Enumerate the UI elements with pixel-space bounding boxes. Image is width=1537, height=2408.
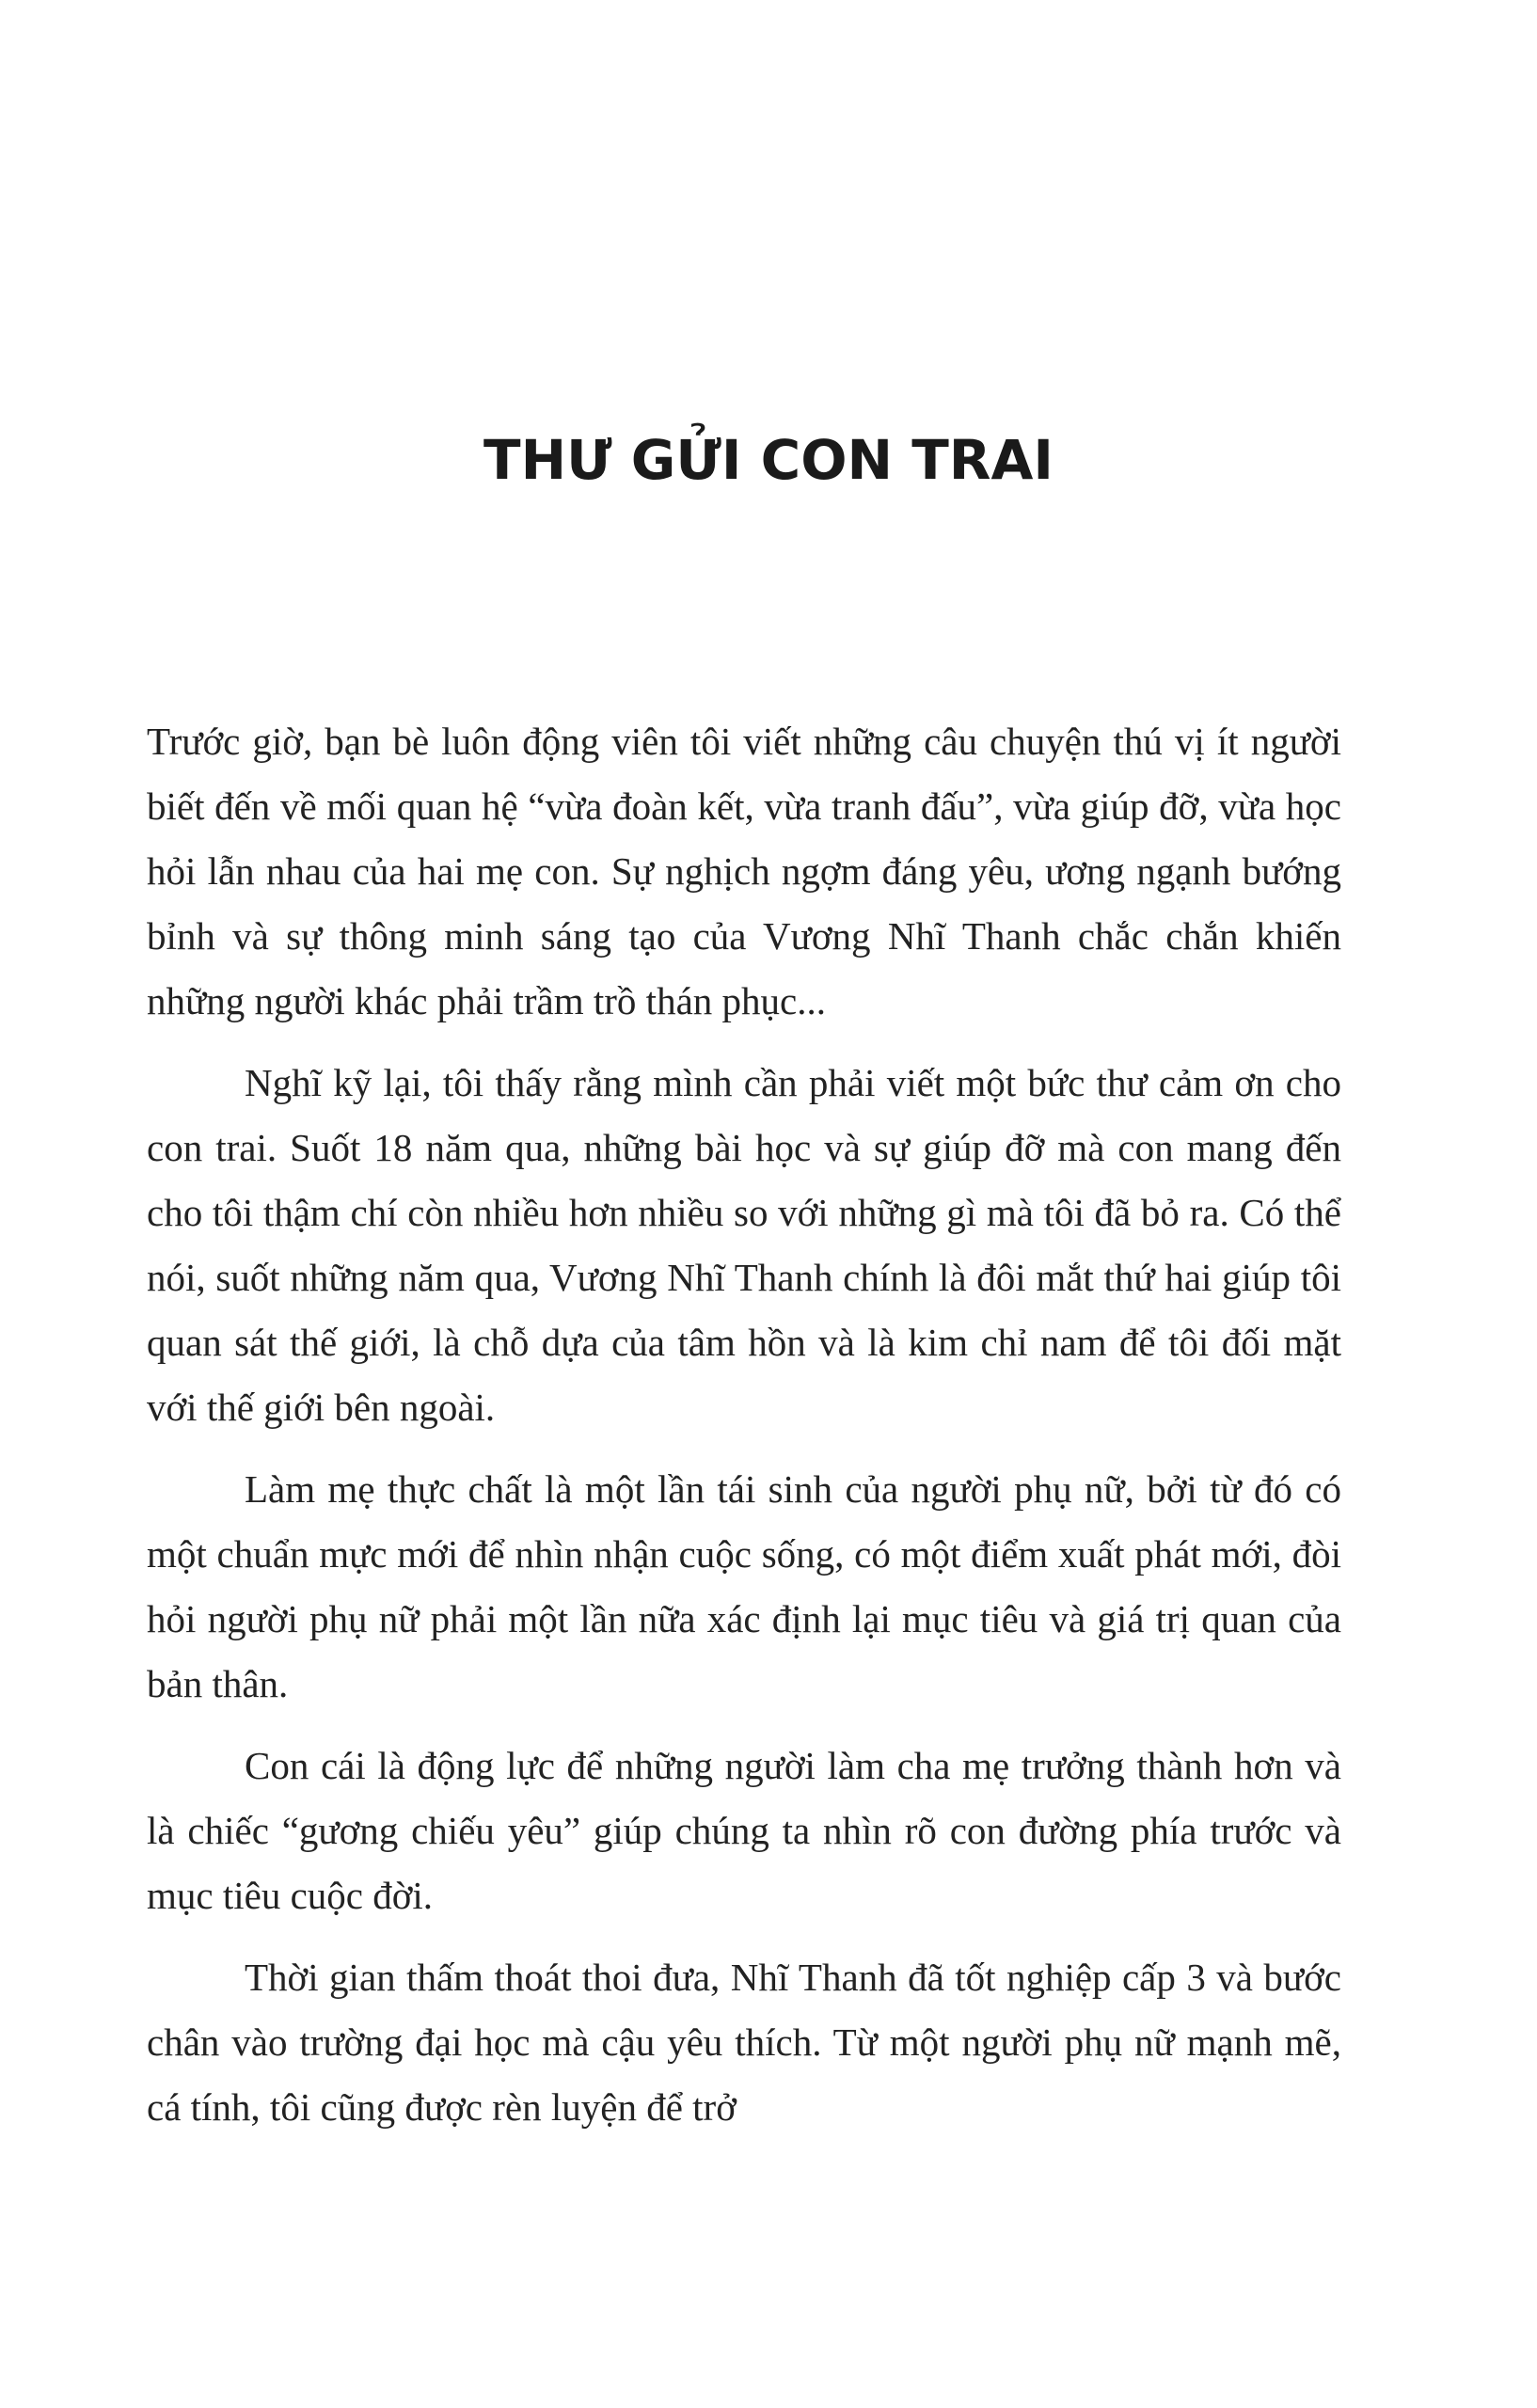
- chapter-title: THƯ GỬI CON TRAI: [483, 428, 1054, 492]
- paragraph-4: Con cái là động lực để những người làm cha mẹ trưởng thành hơn và là chiếc “gương chiếu yêu” giúp chúng ta nhìn rõ con đường phía trước và mục tiêu cuộc đời.: [147, 1744, 1341, 1917]
- paragraph-5: Thời gian thấm thoát thoi đưa, Nhĩ Thanh đã tốt nghiệp cấp 3 và bước chân vào trường đại học mà cậu yêu thích. Từ một người phụ nữ mạnh mẽ, cá tính, tôi cũng được rèn luyện để trở: [147, 1956, 1341, 2129]
- body-text: [147, 709, 1341, 2157]
- paragraph-3: Làm mẹ thực chất là một lần tái sinh của người phụ nữ, bởi từ đó có một chuẩn mực mới để nhìn nhận cuộc sống, có một điểm xuất phát mới, đòi hỏi người phụ nữ phải một lần nữa xác định lại mục tiêu và giá trị quan của bản thân.: [147, 1467, 1341, 1705]
- paragraph-2: Nghĩ kỹ lại, tôi thấy rằng mình cần phải viết một bức thư cảm ơn cho con trai. Suốt 18 năm qua, những bài học và sự giúp đỡ mà con mang đến cho tôi thậm chí còn nhiều hơn nhiều so với những gì mà tôi đã bỏ ra. Có thể nói, suốt những năm qua, Vương Nhĩ Thanh chính là đôi mắt thứ hai giúp tôi quan sát thế giới, là chỗ dựa của tâm hồn và là kim chỉ nam để tôi đối mặt với thế giới bên ngoài.: [147, 1061, 1341, 1429]
- paragraph-1: Trước giờ, bạn bè luôn động viên tôi viết những câu chuyện thú vị ít người biết đến về mối quan hệ “vừa đoàn kết, vừa tranh đấu”, vừa giúp đỡ, vừa học hỏi lẫn nhau của hai mẹ con. Sự nghịch ngợm đáng yêu, ương ngạnh bướng bỉnh và sự thông minh sáng tạo của Vương Nhĩ Thanh chắc chắn khiến những người khác phải trầm trồ thán phục...: [147, 720, 1341, 1022]
